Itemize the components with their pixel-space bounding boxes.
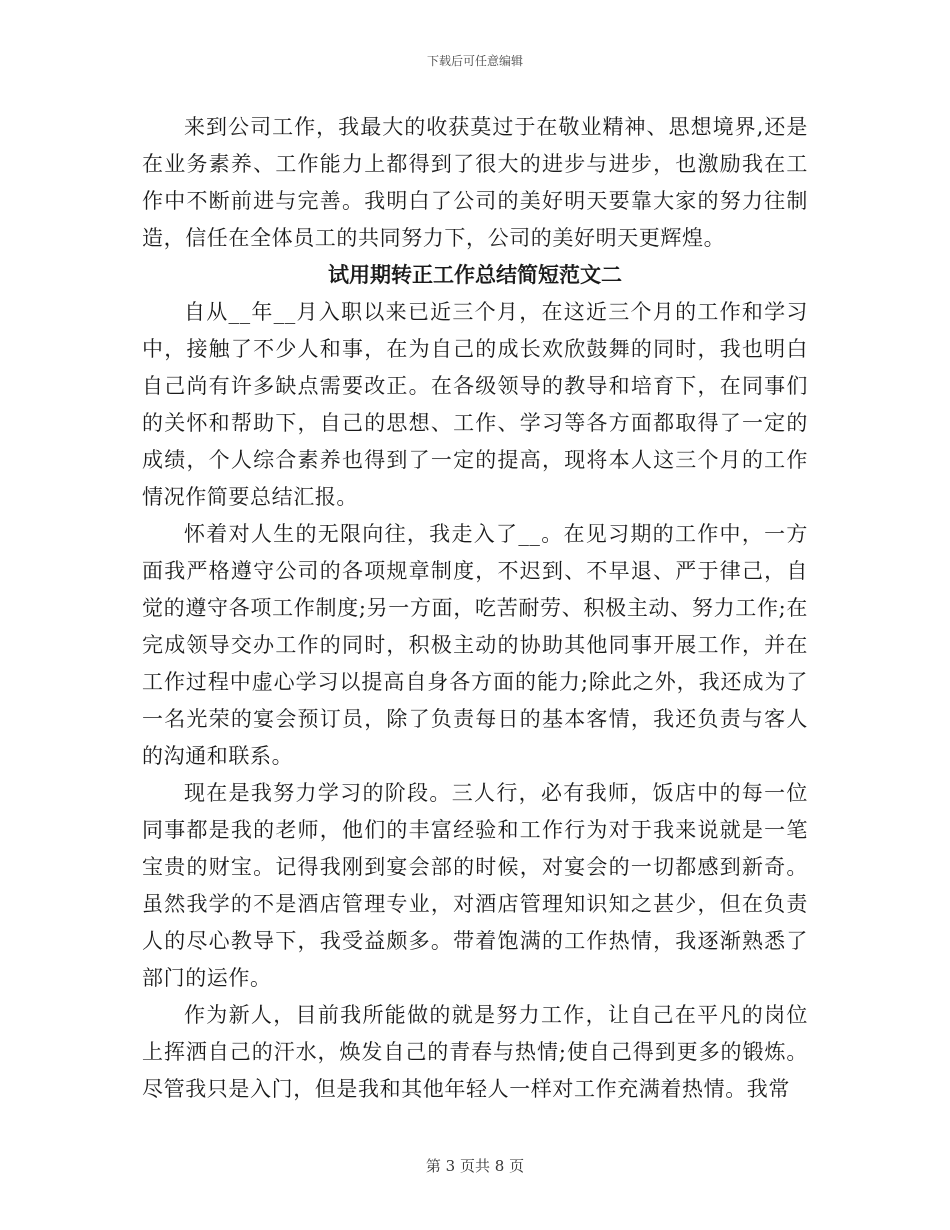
paragraph-2: 怀着对人生的无限向往，我走入了__。在见习期的工作中，一方面我严格遵守公司的各项规章制度，不迟到、不早退、严于律己，自觉的遵守各项工作制度;另一方面，吃苦耐劳、积极主动、努力工作;在完成领导交办工作的同时，积极主动的协助其他同事开展工作，并在工作过程中虚心学习以提高自身各方面的能力;除此之外，我还成为了一名光荣的宴会预订员，除了负责每日的基本客情，我还负责与客人的沟通和联系。: [142, 522, 808, 768]
section-title: 试用期转正工作总结简短范文二: [328, 263, 622, 287]
paragraph-intro: 来到公司工作，我最大的收获莫过于在敬业精神、思想境界,还是在业务素养、工作能力上都得到了很大的进步与进步，也激励我在工作中不断前进与完善。我明白了公司的美好明天要靠大家的努力往制造，信任在全体员工的共同努力下，公司的美好明天更辉煌。: [142, 115, 808, 250]
page-header: 下载后可任意编辑: [426, 54, 523, 68]
page-footer: 第 3 页共 8 页: [425, 1157, 525, 1175]
document-body: [142, 109, 808, 1108]
paragraph-4: 作为新人，目前我所能做的就是努力工作，让自己在平凡的岗位上挥洒自己的汗水，焕发自己的青春与热情;使自己得到更多的锻炼。尽管我只是入门，但是我和其他年轻人一样对工作充满着热情。我常: [142, 1003, 808, 1101]
paragraph-3: 现在是我努力学习的阶段。三人行，必有我师，饭店中的每一位同事都是我的老师，他们的丰富经验和工作行为对于我来说就是一笔宝贵的财宝。记得我刚到宴会部的时候，对宴会的一切都感到新奇。虽然我学的不是酒店管理专业，对酒店管理知识知之甚少，但在负责人的尽心教导下，我受益颇多。带着饱满的工作热情，我逐渐熟悉了部门的运作。: [142, 781, 808, 990]
paragraph-1: 自从__年__月入职以来已近三个月，在这近三个月的工作和学习中，接触了不少人和事，在为自己的成长欢欣鼓舞的同时，我也明白自己尚有许多缺点需要改正。在各级领导的教导和培育下，在同事们的关怀和帮助下，自己的思想、工作、学习等各方面都取得了一定的成绩，个人综合素养也得到了一定的提高，现将本人这三个月的工作情况作简要总结汇报。: [142, 300, 808, 509]
